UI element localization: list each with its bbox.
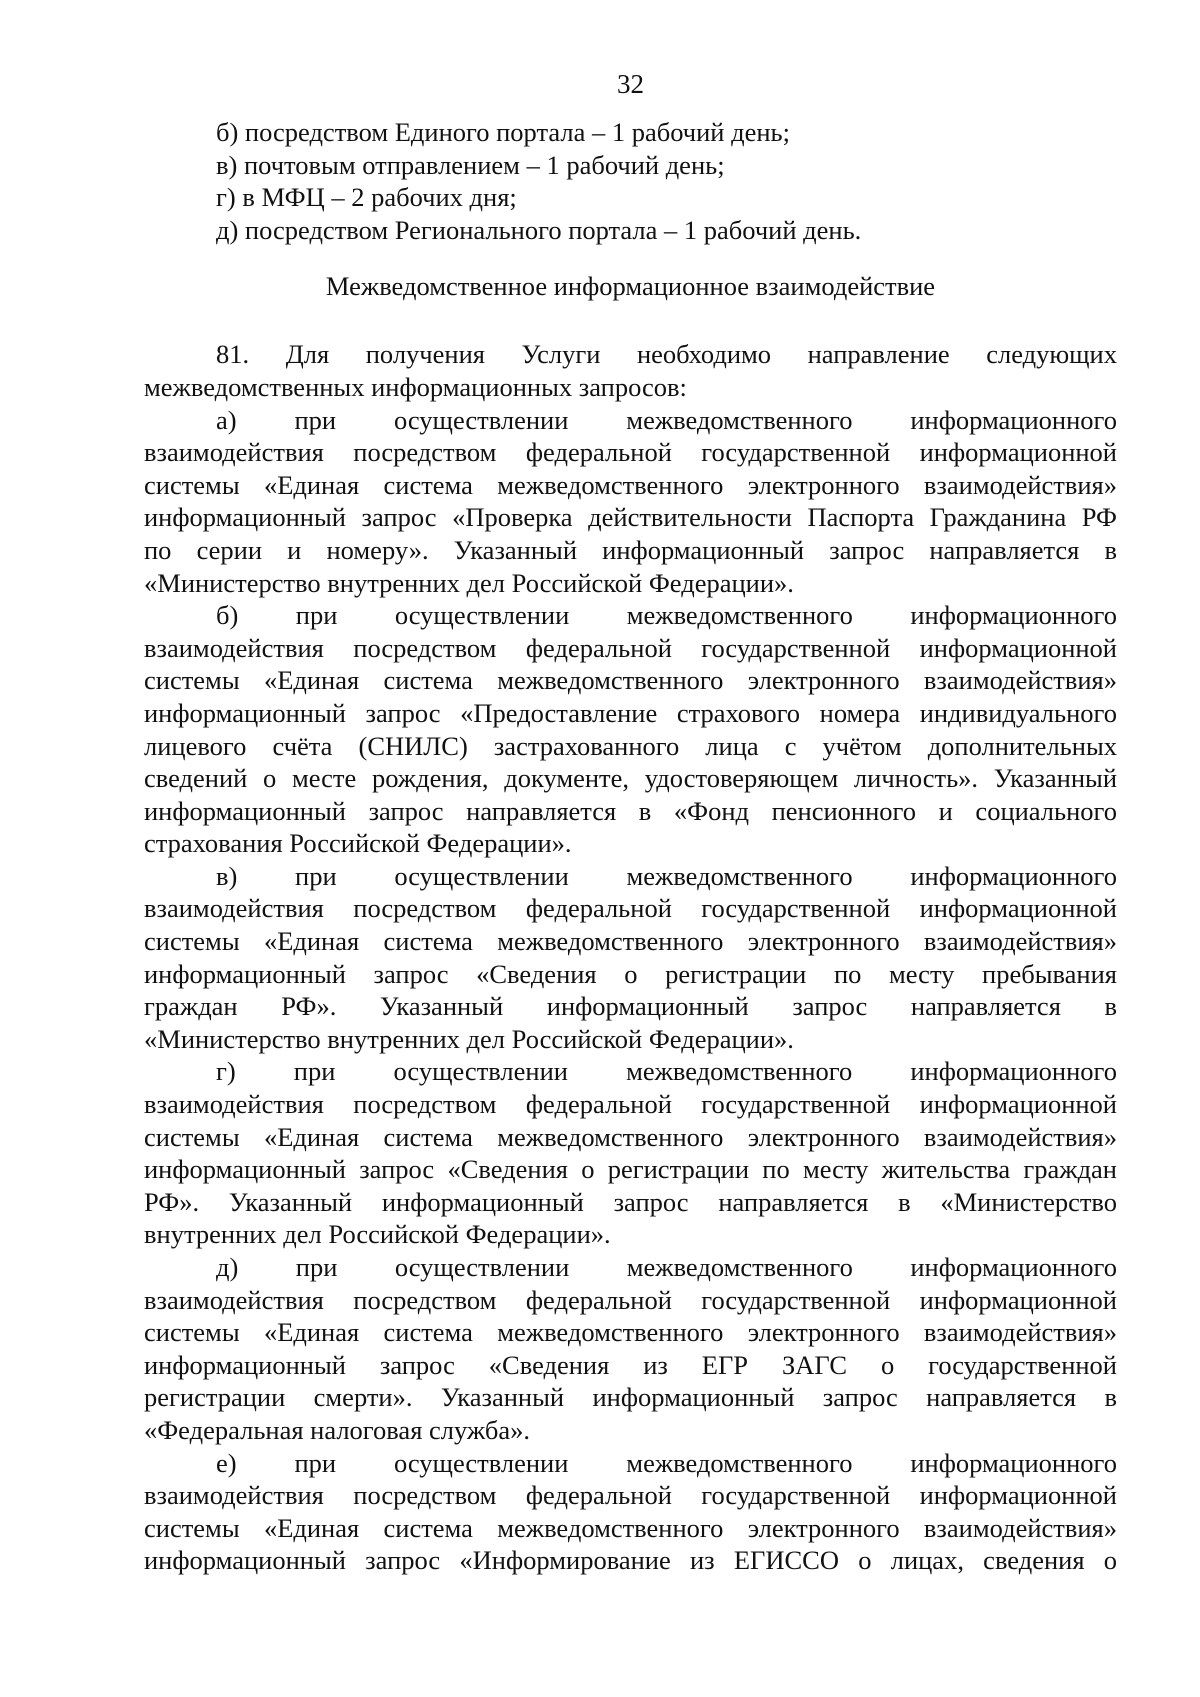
- body-line: информационный запрос «Предоставление страхового номера индивидуального: [144, 697, 1117, 728]
- body-line: взаимодействия посредством федеральной государственной информационной: [144, 1284, 1117, 1315]
- body-line: взаимодействия посредством федеральной государственной информационной: [144, 632, 1117, 663]
- page-number: 32: [617, 69, 644, 99]
- document-page: [144, 68, 1117, 1577]
- body-line: по серии и номеру». Указанный информационный запрос направляется в: [144, 534, 1117, 565]
- body-line: регистрации смерти». Указанный информационный запрос направляется в: [144, 1382, 1117, 1413]
- body-line: 81. Для получения Услуги необходимо направление следующих: [216, 339, 1117, 370]
- deadline-item: д) посредством Регионального портала – 1 рабочий день.: [216, 214, 862, 245]
- body-line: информационный запрос «Сведения о регистрации по месту жительства граждан: [144, 1154, 1117, 1185]
- body-line: сведений о месте рождения, документе, удостоверяющем личность». Указанный: [144, 763, 1117, 794]
- body-line: взаимодействия посредством федеральной государственной информационной: [144, 893, 1117, 924]
- body-line: системы «Единая система межведомственного электронного взаимодействия»: [144, 926, 1117, 957]
- body-line: информационный запрос «Проверка действительности Паспорта Гражданина РФ: [144, 502, 1117, 533]
- body-line: информационный запрос направляется в «Фонд пенсионного и социального: [144, 795, 1117, 826]
- body-text: [144, 338, 1117, 1577]
- body-line: системы «Единая система межведомственного электронного взаимодействия»: [144, 665, 1117, 696]
- body-line: д) при осуществлении межведомственного информационного: [216, 1252, 1117, 1282]
- body-line: межведомственных информационных запросов:: [144, 371, 687, 402]
- body-line: внутренних дел Российской Федерации».: [144, 1219, 611, 1250]
- body-line: системы «Единая система межведомственного электронного взаимодействия»: [144, 469, 1117, 500]
- body-line: взаимодействия посредством федеральной государственной информационной: [144, 1480, 1117, 1511]
- body-line: взаимодействия посредством федеральной государственной информационной: [144, 437, 1117, 468]
- body-line: информационный запрос «Сведения о регистрации по месту пребывания: [144, 958, 1117, 989]
- body-line: а) при осуществлении межведомственного информационного: [216, 404, 1117, 435]
- body-line: «Федеральная налоговая служба».: [144, 1414, 530, 1445]
- body-line: системы «Единая система межведомственного электронного взаимодействия»: [144, 1512, 1117, 1543]
- deadline-item: г) в МФЦ – 2 рабочих дня;: [216, 182, 517, 213]
- body-line: системы «Единая система межведомственного электронного взаимодействия»: [144, 1317, 1117, 1348]
- body-line: г) при осуществлении межведомственного информационного: [216, 1056, 1117, 1087]
- body-line: е) при осуществлении межведомственного информационного: [216, 1447, 1117, 1478]
- body-line: информационный запрос «Информирование из ЕГИССО о лицах, сведения о: [144, 1545, 1117, 1576]
- body-line: граждан РФ». Указанный информационный запрос направляется в: [144, 991, 1117, 1022]
- body-line: взаимодействия посредством федеральной государственной информационной: [144, 1089, 1117, 1120]
- section-heading: Межведомственное информационное взаимодействие: [325, 271, 936, 302]
- body-line: «Министерство внутренних дел Российской Федерации».: [144, 1023, 794, 1054]
- body-line: б) при осуществлении межведомственного информационного: [216, 600, 1117, 631]
- deadline-item: б) посредством Единого портала – 1 рабочий день;: [216, 117, 790, 147]
- deadline-list: [144, 116, 1117, 246]
- body-line: страхования Российской Федерации».: [144, 828, 572, 859]
- body-line: РФ». Указанный информационный запрос направляется в «Министерство: [144, 1186, 1117, 1217]
- body-line: в) при осуществлении межведомственного информационного: [216, 860, 1117, 891]
- body-line: информационный запрос «Сведения из ЕГР ЗАГС о государственной: [144, 1349, 1117, 1380]
- body-line: лицевого счёта (СНИЛС) застрахованного лица с учётом дополнительных: [144, 730, 1117, 761]
- body-line: системы «Единая система межведомственного электронного взаимодействия»: [144, 1121, 1117, 1152]
- deadline-item: в) почтовым отправлением – 1 рабочий день;: [216, 149, 725, 180]
- body-line: «Министерство внутренних дел Российской Федерации».: [144, 567, 794, 598]
